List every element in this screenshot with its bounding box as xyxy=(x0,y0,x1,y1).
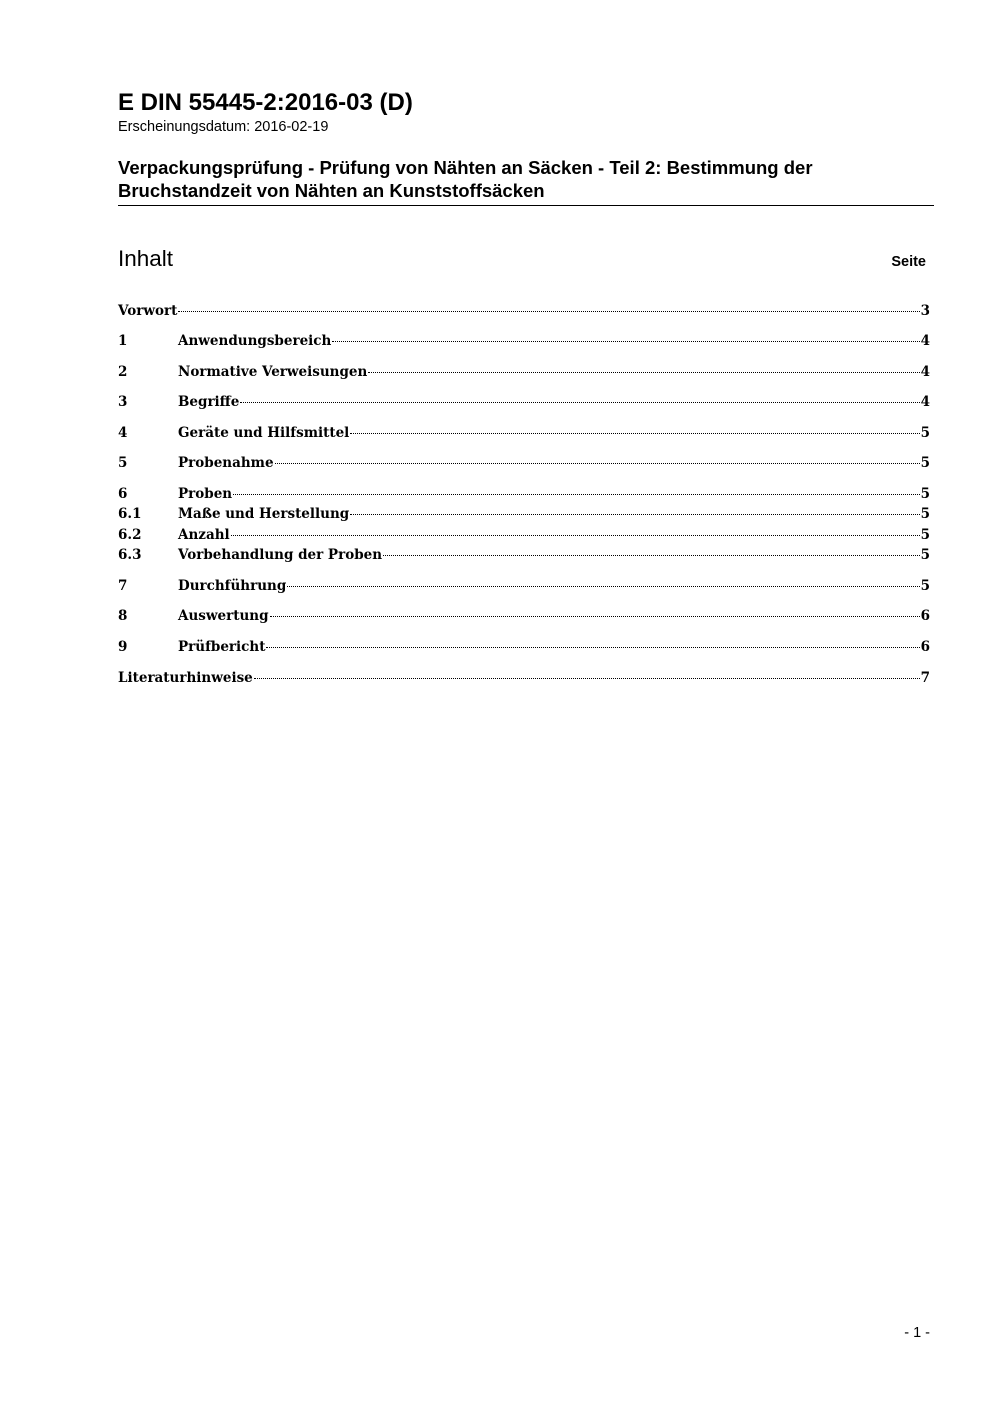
document-header xyxy=(118,88,934,206)
toc-entry-page: 6 xyxy=(920,608,930,624)
toc-leader-dots xyxy=(350,432,919,434)
page-column-label: Seite xyxy=(891,254,926,270)
toc-entry-1[interactable] xyxy=(118,333,930,353)
toc-entry-label: Normative Verweisungen xyxy=(178,364,368,380)
toc-leader-dots xyxy=(383,554,920,556)
toc-entry-label: Durchführung xyxy=(178,578,287,594)
toc-leader-dots xyxy=(368,371,919,373)
document-title-line-1: Verpackungsprüfung - Prüfung von Nähten an Säcken - Teil 2: Bestimmung der xyxy=(118,157,813,178)
toc-entry-page: 5 xyxy=(920,547,930,563)
toc-entry-label: Auswertung xyxy=(178,608,269,624)
toc-entry-6[interactable] xyxy=(118,486,930,506)
toc-entry-page: 4 xyxy=(920,333,930,349)
toc-entry-page: 7 xyxy=(920,670,930,686)
toc-leader-dots xyxy=(332,340,919,342)
toc-entry-page: 5 xyxy=(920,486,930,502)
toc-entry-number: 9 xyxy=(118,639,128,655)
page-number: - 1 - xyxy=(904,1325,930,1341)
toc-entry-4[interactable] xyxy=(118,425,930,445)
toc-entry-page: 5 xyxy=(920,455,930,471)
toc-entry-label: Begriffe xyxy=(178,394,240,410)
toc-entry-page: 4 xyxy=(920,364,930,380)
toc-leader-dots xyxy=(287,585,919,587)
toc-entry-number: 6.2 xyxy=(118,527,142,543)
toc-entry-number: 1 xyxy=(118,333,128,349)
toc-heading: Inhalt xyxy=(118,246,174,271)
toc-entry-foreword[interactable] xyxy=(118,303,930,323)
toc-entry-9[interactable] xyxy=(118,639,930,659)
toc-entry-8[interactable] xyxy=(118,608,930,628)
toc-entry-label: Literaturhinweise xyxy=(118,670,253,686)
toc-entry-label: Proben xyxy=(178,486,233,502)
toc-entry-number: 6.1 xyxy=(118,506,142,522)
toc-entry-5[interactable] xyxy=(118,455,930,475)
toc-entry-page: 6 xyxy=(920,639,930,655)
toc-entry-6-2[interactable] xyxy=(118,527,930,547)
toc-header xyxy=(118,244,926,276)
toc-entry-number: 8 xyxy=(118,608,128,624)
release-date: Erscheinungsdatum: 2016-02-19 xyxy=(118,119,329,135)
toc-leader-dots xyxy=(178,310,919,312)
toc-entry-label: Prüfbericht xyxy=(178,639,266,655)
toc-leader-dots xyxy=(254,677,920,679)
toc-leader-dots xyxy=(275,462,920,464)
toc-leader-dots xyxy=(270,615,920,617)
toc-entry-6-3[interactable] xyxy=(118,547,930,567)
toc-entry-label: Anwendungsbereich xyxy=(178,333,332,349)
toc-entry-2[interactable] xyxy=(118,364,930,384)
toc-entry-label: Maße und Herstellung xyxy=(178,506,350,522)
document-title xyxy=(118,156,934,206)
toc-entry-number: 7 xyxy=(118,578,128,594)
toc-entry-number: 3 xyxy=(118,394,128,410)
toc-entry-3[interactable] xyxy=(118,394,930,414)
toc-entry-bibliography[interactable] xyxy=(118,670,930,690)
toc-entry-page: 5 xyxy=(920,425,930,441)
toc-entry-7[interactable] xyxy=(118,578,930,598)
toc-leader-dots xyxy=(231,534,920,536)
toc-leader-dots xyxy=(240,401,919,403)
toc-leader-dots xyxy=(350,513,919,515)
toc-entry-number: 6.3 xyxy=(118,547,142,563)
toc-entry-page: 5 xyxy=(920,527,930,543)
toc-leader-dots xyxy=(233,493,919,495)
toc-entry-label: Vorwort xyxy=(118,303,178,319)
toc-entry-number: 2 xyxy=(118,364,128,380)
toc-entry-label: Vorbehandlung der Proben xyxy=(178,547,383,563)
toc-entry-page: 5 xyxy=(920,578,930,594)
toc-entry-number: 4 xyxy=(118,425,128,441)
toc-entry-page: 5 xyxy=(920,506,930,522)
toc-entry-page: 3 xyxy=(920,303,930,319)
toc-entry-number: 6 xyxy=(118,486,128,502)
toc-entry-label: Anzahl xyxy=(178,527,230,543)
toc-entry-6-1[interactable] xyxy=(118,506,930,526)
toc-entry-label: Probenahme xyxy=(178,455,274,471)
toc-leader-dots xyxy=(266,646,919,648)
document-title-line-2: Bruchstandzeit von Nähten an Kunststoffsäcken xyxy=(118,180,545,201)
document-id: E DIN 55445-2:2016-03 (D) xyxy=(118,89,413,116)
toc-entry-page: 4 xyxy=(920,394,930,410)
toc-entry-number: 5 xyxy=(118,455,128,471)
toc-entry-label: Geräte und Hilfsmittel xyxy=(178,425,350,441)
